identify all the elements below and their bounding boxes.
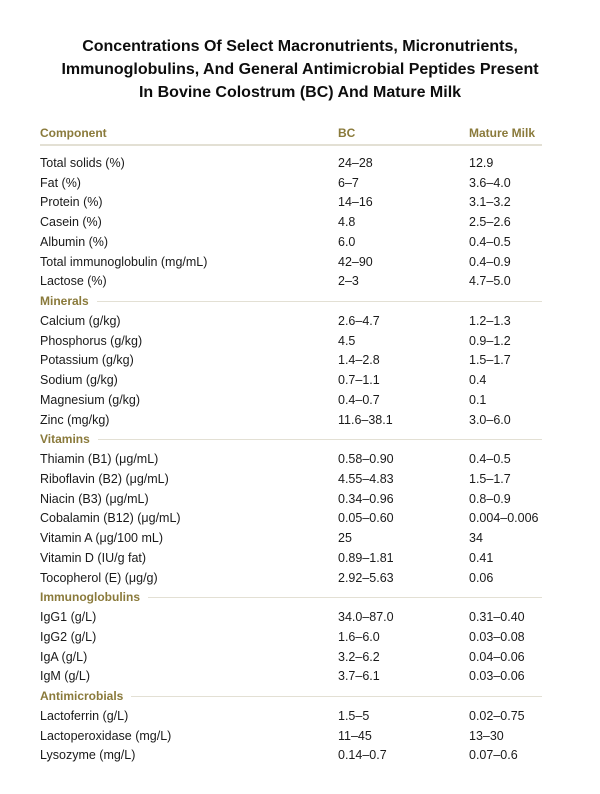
mature-cell: 13–30 [469,728,504,743]
component-cell: Albumin (%) [40,234,109,249]
section-label: Immunoglobulins [40,590,140,605]
section-label: Vitamins [40,432,90,447]
section-divider [148,597,542,598]
mature-cell: 0.8–0.9 [469,491,511,506]
table-row [40,252,542,272]
section-divider [98,439,542,440]
bc-cell: 0.34–0.96 [338,491,394,506]
section-divider [97,301,542,302]
mature-cell: 3.1–3.2 [469,195,511,210]
composition-table [40,122,542,765]
bc-cell: 3.2–6.2 [338,649,380,664]
table-body [40,153,542,765]
bc-cell: 4.5 [338,333,356,348]
component-cell: Lactoferrin (g/L) [40,708,129,723]
bc-cell: 34.0–87.0 [338,610,394,625]
header-bc: BC [338,126,356,140]
bc-cell: 0.4–0.7 [338,392,380,407]
bc-cell: 14–16 [338,195,373,210]
mature-cell: 0.07–0.6 [469,748,518,763]
table-row [40,548,542,568]
bc-cell: 3.7–6.1 [338,669,380,684]
mature-cell: 0.41 [469,550,494,565]
component-cell: Total immunoglobulin (mg/mL) [40,254,208,269]
mature-cell: 0.4–0.9 [469,254,511,269]
bc-cell: 2.92–5.63 [338,570,394,585]
component-cell: Casein (%) [40,215,102,230]
table-row [40,667,542,687]
section-immunoglobulins [40,588,542,608]
mature-cell: 0.31–0.40 [469,610,525,625]
component-cell: Vitamin D (IU/g fat) [40,550,147,565]
mature-cell: 0.04–0.06 [469,649,525,664]
component-cell: Cobalamin (B12) (μg/mL) [40,511,181,526]
table-row [40,647,542,667]
mature-cell: 0.4–0.5 [469,452,511,467]
bc-cell: 2.6–4.7 [338,313,380,328]
section-label: Minerals [40,294,89,309]
table-row [40,706,542,726]
mature-cell: 0.4–0.5 [469,234,511,249]
header-mature-milk: Mature Milk [469,126,536,140]
bc-cell: 1.4–2.8 [338,353,380,368]
component-cell: Zinc (mg/kg) [40,412,110,427]
component-cell: Lactose (%) [40,274,107,289]
mature-cell: 12.9 [469,155,494,170]
mature-cell: 0.4 [469,373,487,388]
table-row [40,173,542,193]
component-cell: Total solids (%) [40,155,125,170]
table-row [40,509,542,529]
table-row [40,193,542,213]
mature-cell: 4.7–5.0 [469,274,511,289]
component-cell: Phosphorus (g/kg) [40,333,143,348]
component-cell: Fat (%) [40,175,81,190]
table-row [40,331,542,351]
bc-cell: 6.0 [338,234,356,249]
mature-cell: 0.1 [469,392,487,407]
component-cell: Niacin (B3) (μg/mL) [40,491,149,506]
table-row [40,410,542,430]
table-row [40,390,542,410]
mature-cell: 0.004–0.006 [469,511,539,526]
bc-cell: 24–28 [338,155,373,170]
page-title [20,35,580,104]
component-cell: IgG1 (g/L) [40,610,97,625]
component-cell: Protein (%) [40,195,103,210]
bc-cell: 11.6–38.1 [338,412,393,427]
section-antimicrobials [40,686,542,706]
title-line-3: In Bovine Colostrum (BC) And Mature Milk [138,84,462,101]
table-row [40,212,542,232]
mature-cell: 0.03–0.08 [469,629,525,644]
mature-cell: 1.2–1.3 [469,313,511,328]
mature-cell: 0.02–0.75 [469,708,525,723]
mature-cell: 1.5–1.7 [469,353,511,368]
bc-cell: 0.89–1.81 [338,550,394,565]
bc-cell: 0.05–0.60 [338,511,394,526]
bc-cell: 0.7–1.1 [338,373,380,388]
table-row [40,607,542,627]
mature-cell: 3.6–4.0 [469,175,511,190]
component-cell: Thiamin (B1) (μg/mL) [40,452,159,467]
title-line-1: Concentrations Of Select Macronutrients, Micronutrients, [82,38,518,55]
title-line-2: Immunoglobulins, And General Antimicrobial Peptides Present [61,61,539,78]
table-row [40,370,542,390]
component-cell: IgM (g/L) [40,669,91,684]
section-vitamins [40,430,542,450]
bc-cell: 4.8 [338,215,356,230]
component-cell: Potassium (g/kg) [40,353,134,368]
mature-cell: 1.5–1.7 [469,471,511,486]
bc-cell: 0.58–0.90 [338,452,394,467]
bc-cell: 0.14–0.7 [338,748,387,763]
table-row [40,311,542,331]
table-row [40,351,542,371]
component-cell: Sodium (g/kg) [40,373,118,388]
table-row [40,726,542,746]
table-row [40,528,542,548]
mature-cell: 3.0–6.0 [469,412,511,427]
table-row [40,568,542,588]
component-cell: Magnesium (g/kg) [40,392,141,407]
bc-cell: 11–45 [338,728,372,743]
mature-cell: 34 [469,531,483,546]
mature-cell: 0.9–1.2 [469,333,511,348]
component-cell: IgA (g/L) [40,649,88,664]
bc-cell: 25 [338,531,352,546]
header-component: Component [40,126,107,140]
component-cell: Lysozyme (mg/L) [40,748,136,763]
bc-cell: 2–3 [338,274,359,289]
bc-cell: 42–90 [338,254,373,269]
bc-cell: 6–7 [338,175,359,190]
bc-cell: 1.5–5 [338,708,370,723]
component-cell: Calcium (g/kg) [40,313,121,328]
mature-cell: 0.03–0.06 [469,669,525,684]
component-cell: Vitamin A (μg/100 mL) [40,531,164,546]
section-label: Antimicrobials [40,689,124,704]
table-row [40,746,542,766]
table-row [40,232,542,252]
table-row [40,627,542,647]
table-row [40,469,542,489]
component-cell: Tocopherol (E) (μg/g) [40,570,158,585]
table-row [40,153,542,173]
table-row [40,489,542,509]
table-row [40,272,542,292]
section-minerals [40,291,542,311]
component-cell: Lactoperoxidase (mg/L) [40,728,172,743]
component-cell: Riboflavin (B2) (μg/mL) [40,471,169,486]
table-header [40,122,542,146]
bc-cell: 1.6–6.0 [338,629,380,644]
section-divider [131,696,542,697]
component-cell: IgG2 (g/L) [40,629,97,644]
bc-cell: 4.55–4.83 [338,471,394,486]
mature-cell: 2.5–2.6 [469,215,511,230]
mature-cell: 0.06 [469,570,494,585]
table-row [40,449,542,469]
